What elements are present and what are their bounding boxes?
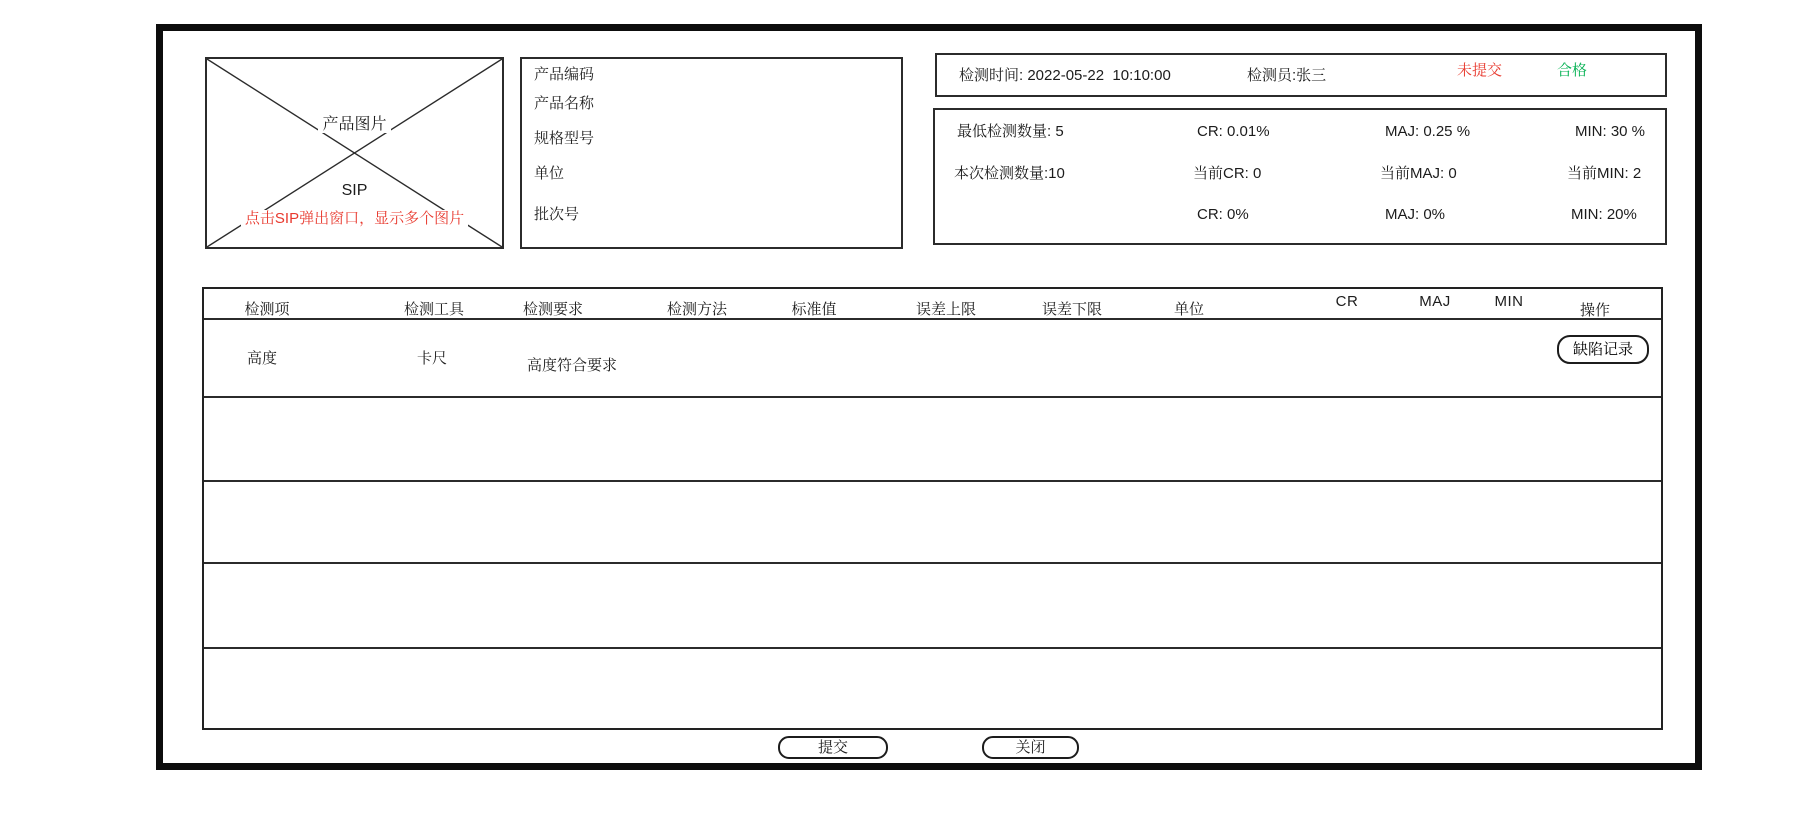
stat-cr-rate: CR: 0%: [1197, 206, 1249, 223]
row-divider-1: [204, 396, 1661, 398]
stat-current-qty: 本次检测数量:10: [954, 165, 1065, 182]
status-qualified-badge: 合格: [1557, 62, 1588, 79]
row-divider-3: [204, 562, 1661, 564]
inspection-stats-panel: [933, 108, 1667, 245]
field-label-batch-number: 批次号: [534, 206, 580, 223]
col-header-cr: CR: [1335, 293, 1359, 310]
cell-item: 高度: [247, 350, 278, 367]
inspector-name: 检测员:张三: [1247, 67, 1327, 84]
product-image-label: 产品图片: [207, 111, 502, 134]
stat-current-cr: 当前CR: 0: [1193, 165, 1262, 182]
cell-requirement: 高度符合要求: [527, 357, 618, 374]
header-divider: [204, 318, 1661, 320]
stat-current-maj: 当前MAJ: 0: [1380, 165, 1457, 182]
stat-maj-rate: MAJ: 0%: [1385, 206, 1446, 223]
status-unsubmitted-badge: 未提交: [1457, 62, 1503, 79]
stat-current-min: 当前MIN: 2: [1567, 165, 1642, 182]
sip-link[interactable]: SIP: [207, 182, 502, 200]
field-label-product-code: 产品编码: [534, 66, 595, 83]
stat-min-limit: MIN: 30 %: [1575, 123, 1646, 140]
defect-record-button[interactable]: 缺陷记录: [1557, 335, 1649, 364]
col-header-standard: 标准值: [791, 301, 837, 318]
col-header-requirement: 检测要求: [522, 301, 584, 318]
product-info-panel: [520, 57, 903, 249]
product-image-placeholder[interactable]: [205, 57, 504, 249]
col-header-method: 检测方法: [666, 301, 728, 318]
inspection-time: 检测时间: 2022-05-22 10:10:00: [959, 67, 1171, 84]
stat-min-qty: 最低检测数量: 5: [957, 123, 1064, 140]
col-header-maj: MAJ: [1419, 293, 1451, 310]
submit-button[interactable]: 提交: [778, 736, 888, 759]
inspection-items-table: [202, 287, 1663, 730]
field-label-product-name: 产品名称: [534, 95, 595, 112]
close-button[interactable]: 关闭: [982, 736, 1079, 759]
col-header-tool: 检测工具: [403, 301, 465, 318]
cell-tool: 卡尺: [417, 350, 448, 367]
col-header-action: 操作: [1579, 302, 1611, 319]
sip-note: 点击SIP弹出窗口，显示多个图片: [207, 207, 502, 228]
col-header-item: 检测项: [244, 301, 290, 318]
stat-cr-limit: CR: 0.01%: [1197, 123, 1270, 140]
row-divider-2: [204, 480, 1661, 482]
field-label-spec-model: 规格型号: [534, 130, 595, 147]
col-header-unit: 单位: [1173, 301, 1205, 318]
inspection-header-bar: [935, 53, 1667, 97]
stat-min-rate: MIN: 20%: [1571, 206, 1637, 223]
stat-maj-limit: MAJ: 0.25 %: [1385, 123, 1471, 140]
field-label-unit: 单位: [534, 165, 565, 182]
row-divider-4: [204, 647, 1661, 649]
col-header-lower-limit: 误差下限: [1041, 301, 1103, 318]
col-header-min: MIN: [1494, 293, 1524, 310]
col-header-upper-limit: 误差上限: [915, 301, 977, 318]
